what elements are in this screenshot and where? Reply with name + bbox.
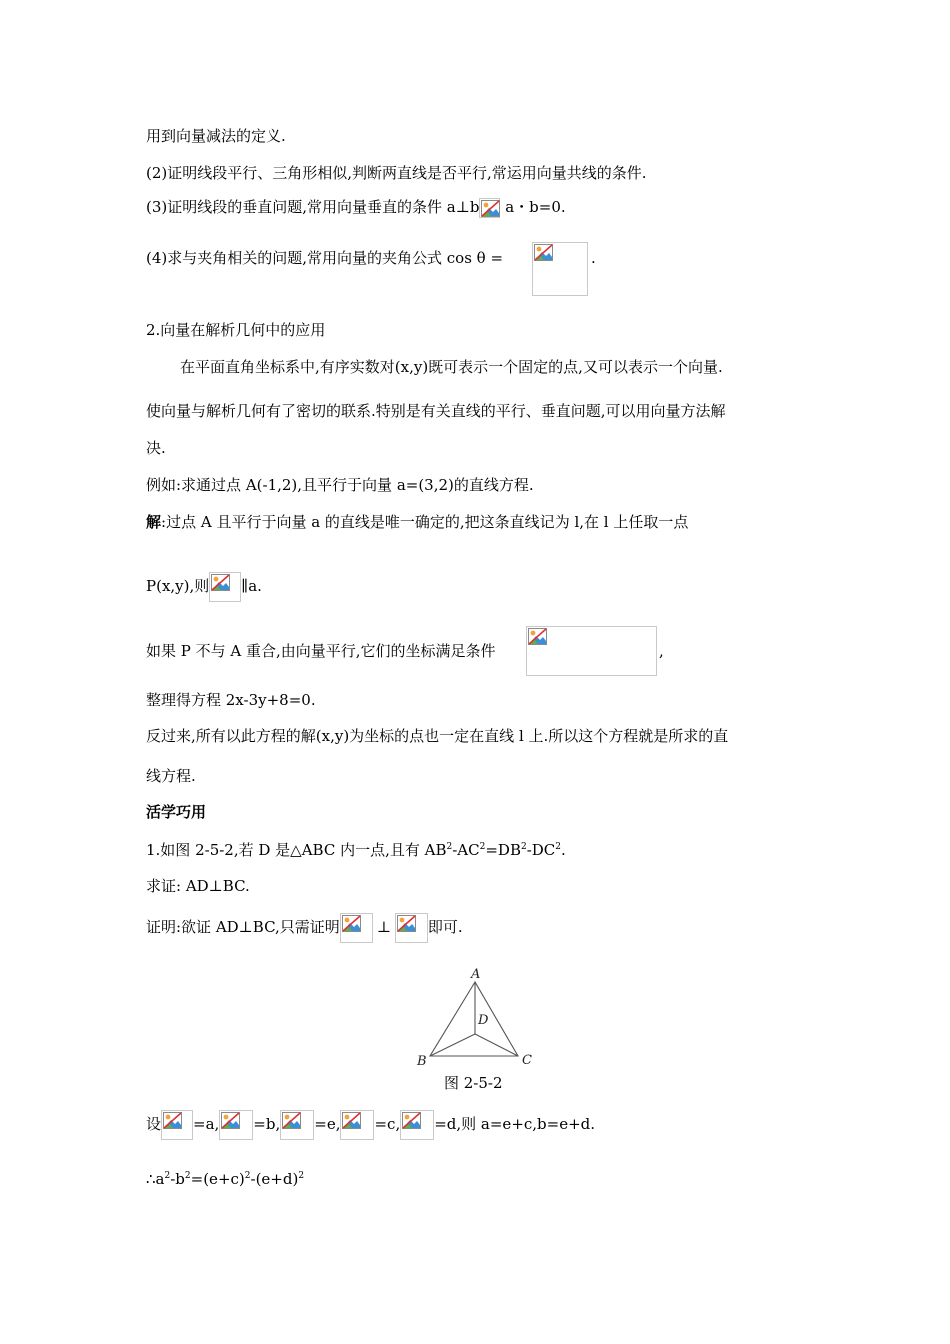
- superscript: 2: [446, 842, 453, 852]
- text-span: =e,: [314, 1115, 341, 1133]
- text-span: ,: [659, 642, 664, 660]
- text-line: 反过来,所有以此方程的解(x,y)为坐标的点也一定在直线 l 上.所以这个方程就是所求的直: [146, 727, 729, 745]
- text-span: -DC: [526, 841, 556, 859]
- text-line: (2)证明线段平行、三角形相似,判断两直线是否平行,常运用向量共线的条件.: [146, 164, 647, 182]
- text-span: ⊥: [376, 918, 391, 936]
- text-span: -(e+d): [250, 1170, 299, 1188]
- section-heading: 活学巧用: [146, 803, 207, 821]
- broken-image-icon: [340, 913, 373, 943]
- text-span: =d,则 a=e+c,b=e+d.: [434, 1115, 596, 1133]
- text-span: =a,: [193, 1115, 220, 1133]
- superscript: 2: [164, 1171, 171, 1181]
- broken-image-icon: [532, 242, 588, 296]
- text-line: 用到向量减法的定义.: [146, 127, 286, 145]
- solution-line: [146, 512, 688, 532]
- section-title: 2.向量在解析几何中的应用: [146, 321, 326, 339]
- superscript: 2: [244, 1171, 251, 1181]
- broken-image-icon: [340, 1110, 374, 1140]
- text-line: [146, 1169, 304, 1189]
- text-span: :过点 A 且平行于向量 a 的直线是唯一确定的,把这条直线记为 l,在 l 上任取一点: [161, 513, 689, 531]
- broken-image-icon: [161, 1110, 193, 1140]
- text-span: 设: [146, 1115, 162, 1133]
- text-span: 证明:欲证 AD⊥BC,只需证明: [146, 918, 340, 936]
- label-a: A: [471, 967, 481, 982]
- text-span: ∥a.: [241, 577, 262, 595]
- superscript: 2: [520, 842, 527, 852]
- superscript: 2: [479, 842, 486, 852]
- broken-image-icon: [219, 1110, 253, 1140]
- text-span: (3)证明线段的垂直问题,常用向量垂直的条件 a⊥b: [146, 198, 480, 216]
- text-span: .: [561, 841, 566, 859]
- text-span: 即可.: [427, 918, 463, 936]
- label-c: C: [522, 1053, 532, 1068]
- broken-image-icon: [209, 572, 241, 602]
- text-line: 线方程.: [146, 767, 196, 785]
- triangle-figure: [410, 966, 540, 1070]
- paragraph-line: 使向量与解析几何有了密切的联系.特别是有关直线的平行、垂直问题,可以用向量方法解: [146, 402, 726, 420]
- question-line: [146, 840, 566, 860]
- text-span: 如果 P 不与 A 重合,由向量平行,它们的坐标满足条件: [146, 642, 496, 660]
- label-b: B: [417, 1054, 427, 1069]
- paragraph-line: 在平面直角坐标系中,有序实数对(x,y)既可表示一个固定的点,又可以表示一个向量.: [180, 358, 723, 376]
- superscript: 2: [298, 1171, 305, 1181]
- text-span: -b: [170, 1170, 185, 1188]
- text-span: .: [591, 249, 596, 267]
- text-span: =(e+c): [190, 1170, 245, 1188]
- text-line: [146, 248, 503, 268]
- text-line: 整理得方程 2x-3y+8=0.: [146, 691, 316, 709]
- text-line: [146, 572, 262, 602]
- text-span: (4)求与夹角相关的问题,常用向量的夹角公式 cos θ =: [146, 249, 504, 267]
- example-line: 例如:求通过点 A(-1,2),且平行于向量 a=(3,2)的直线方程.: [146, 476, 534, 494]
- text-span: P(x,y),则: [146, 577, 210, 595]
- text-span: a・b=0.: [500, 198, 566, 216]
- text-span: =b,: [253, 1115, 281, 1133]
- broken-image-icon: [400, 1110, 434, 1140]
- text-line: [146, 913, 463, 943]
- text-span: 1.如图 2-5-2,若 D 是△ABC 内一点,且有 AB: [146, 841, 447, 859]
- text-span: =c,: [374, 1115, 401, 1133]
- triangle-abc: [430, 982, 518, 1056]
- text-span: -AC: [452, 841, 480, 859]
- broken-image-icon: [526, 626, 657, 676]
- broken-image-icon: [395, 913, 428, 943]
- broken-image-icon: [280, 1110, 314, 1140]
- text-span: ∴a: [146, 1170, 165, 1188]
- text-line: [146, 1110, 595, 1140]
- figure-caption: 图 2-5-2: [444, 1074, 503, 1092]
- broken-image-icon: [479, 198, 500, 218]
- solution-label: 解: [146, 513, 162, 531]
- text-line: 求证: AD⊥BC.: [146, 877, 250, 895]
- superscript: 2: [555, 842, 562, 852]
- text-line: [146, 641, 496, 661]
- label-d: D: [478, 1013, 489, 1028]
- text-line: [146, 197, 566, 218]
- superscript: 2: [184, 1171, 191, 1181]
- paragraph-line: 决.: [146, 439, 166, 457]
- text-span: =DB: [485, 841, 521, 859]
